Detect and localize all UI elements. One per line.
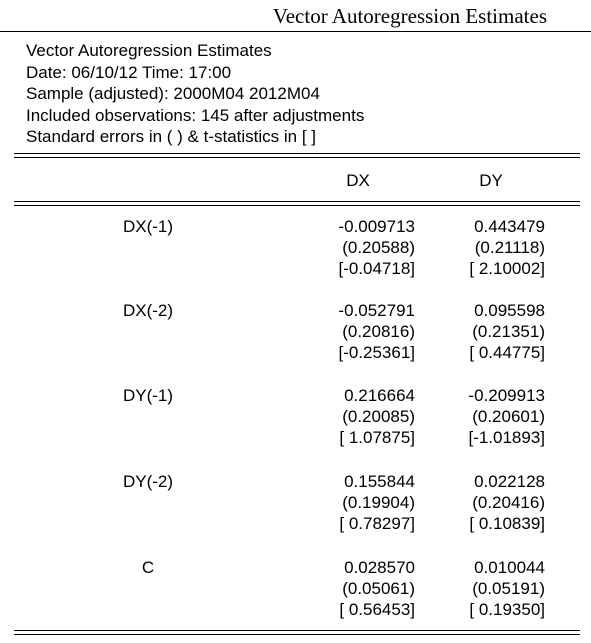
row-label: DX(-2) xyxy=(122,301,174,320)
se-cell: (0.20601) xyxy=(472,407,545,426)
figure-caption: Vector Autoregression Estimates xyxy=(272,4,547,28)
coef-cell: 0.095598 xyxy=(474,301,545,320)
se-cell: (0.05191) xyxy=(472,579,545,598)
row-label: DY(-2) xyxy=(122,472,174,491)
row-label: DX(-1) xyxy=(122,217,174,236)
coef-cell: -0.052791 xyxy=(338,301,415,320)
column-header-dx: DX xyxy=(346,171,370,190)
se-cell: (0.20816) xyxy=(342,322,415,341)
date-time-line: Date: 06/10/12 Time: 17:00 xyxy=(26,62,232,82)
coef-cell: -0.009713 xyxy=(338,217,415,236)
coef-cell: 0.022128 xyxy=(474,472,545,491)
tstat-cell: [ 0.56453] xyxy=(339,600,415,619)
column-header-dy: DY xyxy=(479,171,503,190)
se-cell: (0.21118) xyxy=(474,238,545,257)
observations-line: Included observations: 145 after adjustments xyxy=(26,105,365,125)
se-cell: (0.20085) xyxy=(342,407,415,426)
table-bottom-rule xyxy=(14,630,580,631)
table-bottom-rule-2 xyxy=(14,634,580,635)
tstat-cell: [ 0.44775] xyxy=(469,343,545,362)
standard-errors-note: Standard errors in ( ) & t-statistics in [ ] xyxy=(26,127,317,146)
se-cell: (0.05061) xyxy=(342,579,415,598)
se-cell: (0.20416) xyxy=(472,493,545,512)
tstat-cell: [ 0.78297] xyxy=(339,514,415,533)
tstat-cell: [-0.25361] xyxy=(338,343,415,362)
coef-cell: 0.155844 xyxy=(344,472,415,491)
row-label: C xyxy=(141,558,155,577)
tstat-cell: [-0.04718] xyxy=(338,259,415,278)
tstat-cell: [ 1.07875] xyxy=(339,428,415,447)
coef-cell: -0.209913 xyxy=(468,386,545,405)
coef-cell: 0.010044 xyxy=(474,558,545,577)
tstat-cell: [ 0.10839] xyxy=(469,514,545,533)
output-title: Vector Autoregression Estimates xyxy=(26,41,272,60)
coef-cell: 0.443479 xyxy=(474,217,545,236)
coef-cell: 0.216664 xyxy=(344,386,415,405)
sample-line: Sample (adjusted): 2000M04 2012M04 xyxy=(26,84,320,103)
se-cell: (0.20588) xyxy=(342,238,415,257)
se-cell: (0.19904) xyxy=(342,493,415,512)
row-label: DY(-1) xyxy=(122,386,174,405)
se-cell: (0.21351) xyxy=(472,322,545,341)
tstat-cell: [ 2.10002] xyxy=(469,259,545,278)
tstat-cell: [ 0.19350] xyxy=(469,600,545,619)
coef-cell: 0.028570 xyxy=(344,558,415,577)
tstat-cell: [-1.01893] xyxy=(468,428,545,447)
